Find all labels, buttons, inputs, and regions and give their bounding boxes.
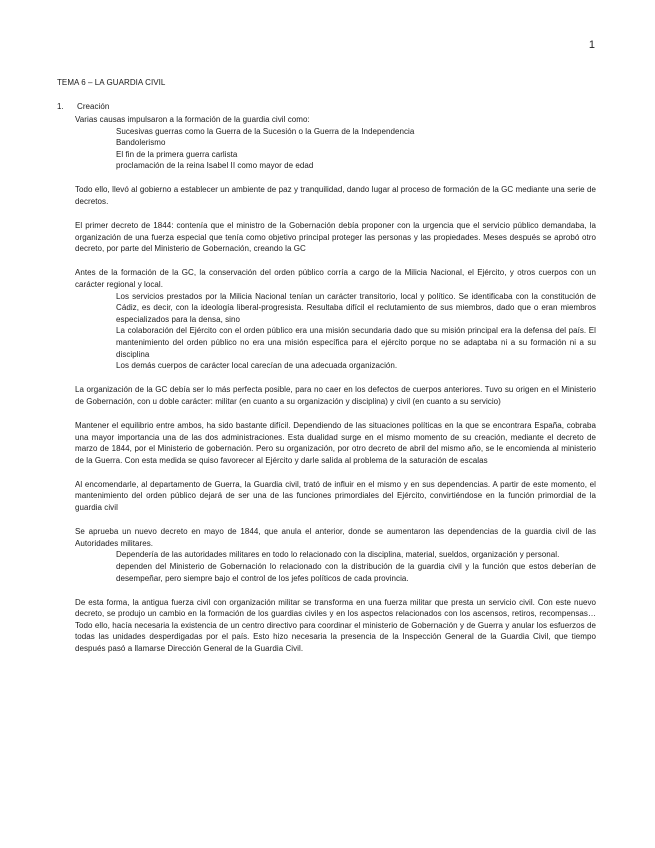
section-number: 1. xyxy=(57,102,64,111)
document-title: TEMA 6 – LA GUARDIA CIVIL xyxy=(57,78,166,87)
paragraph: Se aprueba un nuevo decreto en mayo de 1844, que anula el anterior, donde se aumentaron las dependencias de la guardia civil de las Autoridades militares. xyxy=(75,527,596,548)
list-item: Sucesivas guerras como la Guerra de la Sucesión o la Guerra de la Independencia xyxy=(116,126,415,136)
section-heading xyxy=(57,101,617,113)
paragraph: Antes de la formación de la GC, la conservación del orden público corría a cargo de la Milicia Nacional, el Ejército, y otros cuerpos con un carácter regional y local. xyxy=(75,268,596,290)
list-item: Los demás cuerpos de carácter local carecían de una adecuada organización. xyxy=(116,361,398,371)
paragraph: Mantener el equilibrio entre ambos, ha sido bastante difícil. Dependiendo de las situaciones políticas en la que se encontrara España, cobraba una mayor importancia una de las dos administraciones. Esta dualidad surge en el mismo momento de su creación, mediante el decreto de marzo de 1844, por el Ministerio de gobernación. Pero su organización, por otro decreto de abril del mismo año, se le encomienda al ministerio de la Guerra. Con esta medida se quiso favorecer al Ejército y darle salida al problema de la saturación de escalas xyxy=(75,420,596,465)
list-item: proclamación de la reina Isabel II como mayor de edad xyxy=(116,161,314,171)
dependencies-list xyxy=(75,549,596,584)
paragraph: Al encomendarle, al departamento de Guerra, la Guardia civil, trató de influir en el mismo y en sus dependencias. A partir de este momento, el mantenimiento del orden público dejará de ser una de las funciones primordiales del Ejército, convirtiéndose en la función primordial de la guardia civil xyxy=(75,479,596,513)
page-number: 1 xyxy=(588,39,595,51)
causes-list xyxy=(75,126,596,172)
paragraph: El primer decreto de 1844: contenía que el ministro de la Gobernación debía proponer con la urgencia que el servicio público demandaba, la organización de una fuerza especial que tenía como objetivo principal proteger las personas y las propiedades. Meses después se aprobó otro decreto, por parte del Ministerio de Gobernación, creando la GC xyxy=(75,221,596,254)
milicia-list xyxy=(75,291,596,372)
list-item: Los servicios prestados por la Milicia Nacional tenían un carácter transitorio, local y político. Se identificaba con la constitución de Cádiz, es decir, con la ideología liberal-progresista. Resultaba difícil el reclutamiento de sus miembros, dado que o eran miembros especializados para la densa, sino xyxy=(116,291,596,324)
list-item: La colaboración del Ejército con el orden público era una misión secundaria dado que su misión principal era la defensa del país. El mantenimiento del orden público no era una misión específica para el ejército porque no se adaptaba ni a su formación ni a su disciplina xyxy=(116,326,596,359)
list-item: dependen del Ministerio de Gobernación lo relacionado con la distribución de la guardia civil y la función que estos deberían de desempeñar, pero siempre bajo el control de los jefes políticos de cada provincia. xyxy=(116,561,596,583)
paragraph: Todo ello, llevó al gobierno a establecer un ambiente de paz y tranquilidad, dando lugar al proceso de formación de la GC mediante una serie de decretos. xyxy=(75,185,596,207)
list-item: El fin de la primera guerra carlista xyxy=(116,149,238,159)
paragraph: De esta forma, la antigua fuerza civil con organización militar se transforma en una fuerza militar que presta un servicio civil. Con este nuevo decreto, se produjo un cambio en la formación de los guardias civiles y en los aspectos relacionados con los ascensos, retiros, recompensas… Todo ello, hacía necesaria la existencia de un centro directivo para coordinar el ministerio de Gobernación y de Guerra y anular los esfuerzos de todas las unidades desperdigadas por el país. Esto hizo necesaria la presencia de la Inspección General de la Guardia Civil, que tiempo después pasó a llamarse Dirección General de la Guardia Civil. xyxy=(75,597,596,653)
list-item: Bandolerismo xyxy=(116,138,166,148)
document-body xyxy=(75,114,596,655)
section-title: Creación xyxy=(77,102,110,111)
paragraph: La organización de la GC debía ser lo más perfecta posible, para no caer en los defectos de cuerpos anteriores. Tuvo su origen en el Ministerio de Gobernación, con u doble carácter: militar (en cuanto a su organización y disciplina) y civil (en cuanto a su servicio) xyxy=(75,385,596,406)
list-item: Dependería de las autoridades militares en todo lo relacionado con la disciplina, material, sueldos, organización y personal. xyxy=(116,550,560,560)
intro-line: Varias causas impulsaron a la formación de la guardia civil como: xyxy=(75,115,310,124)
